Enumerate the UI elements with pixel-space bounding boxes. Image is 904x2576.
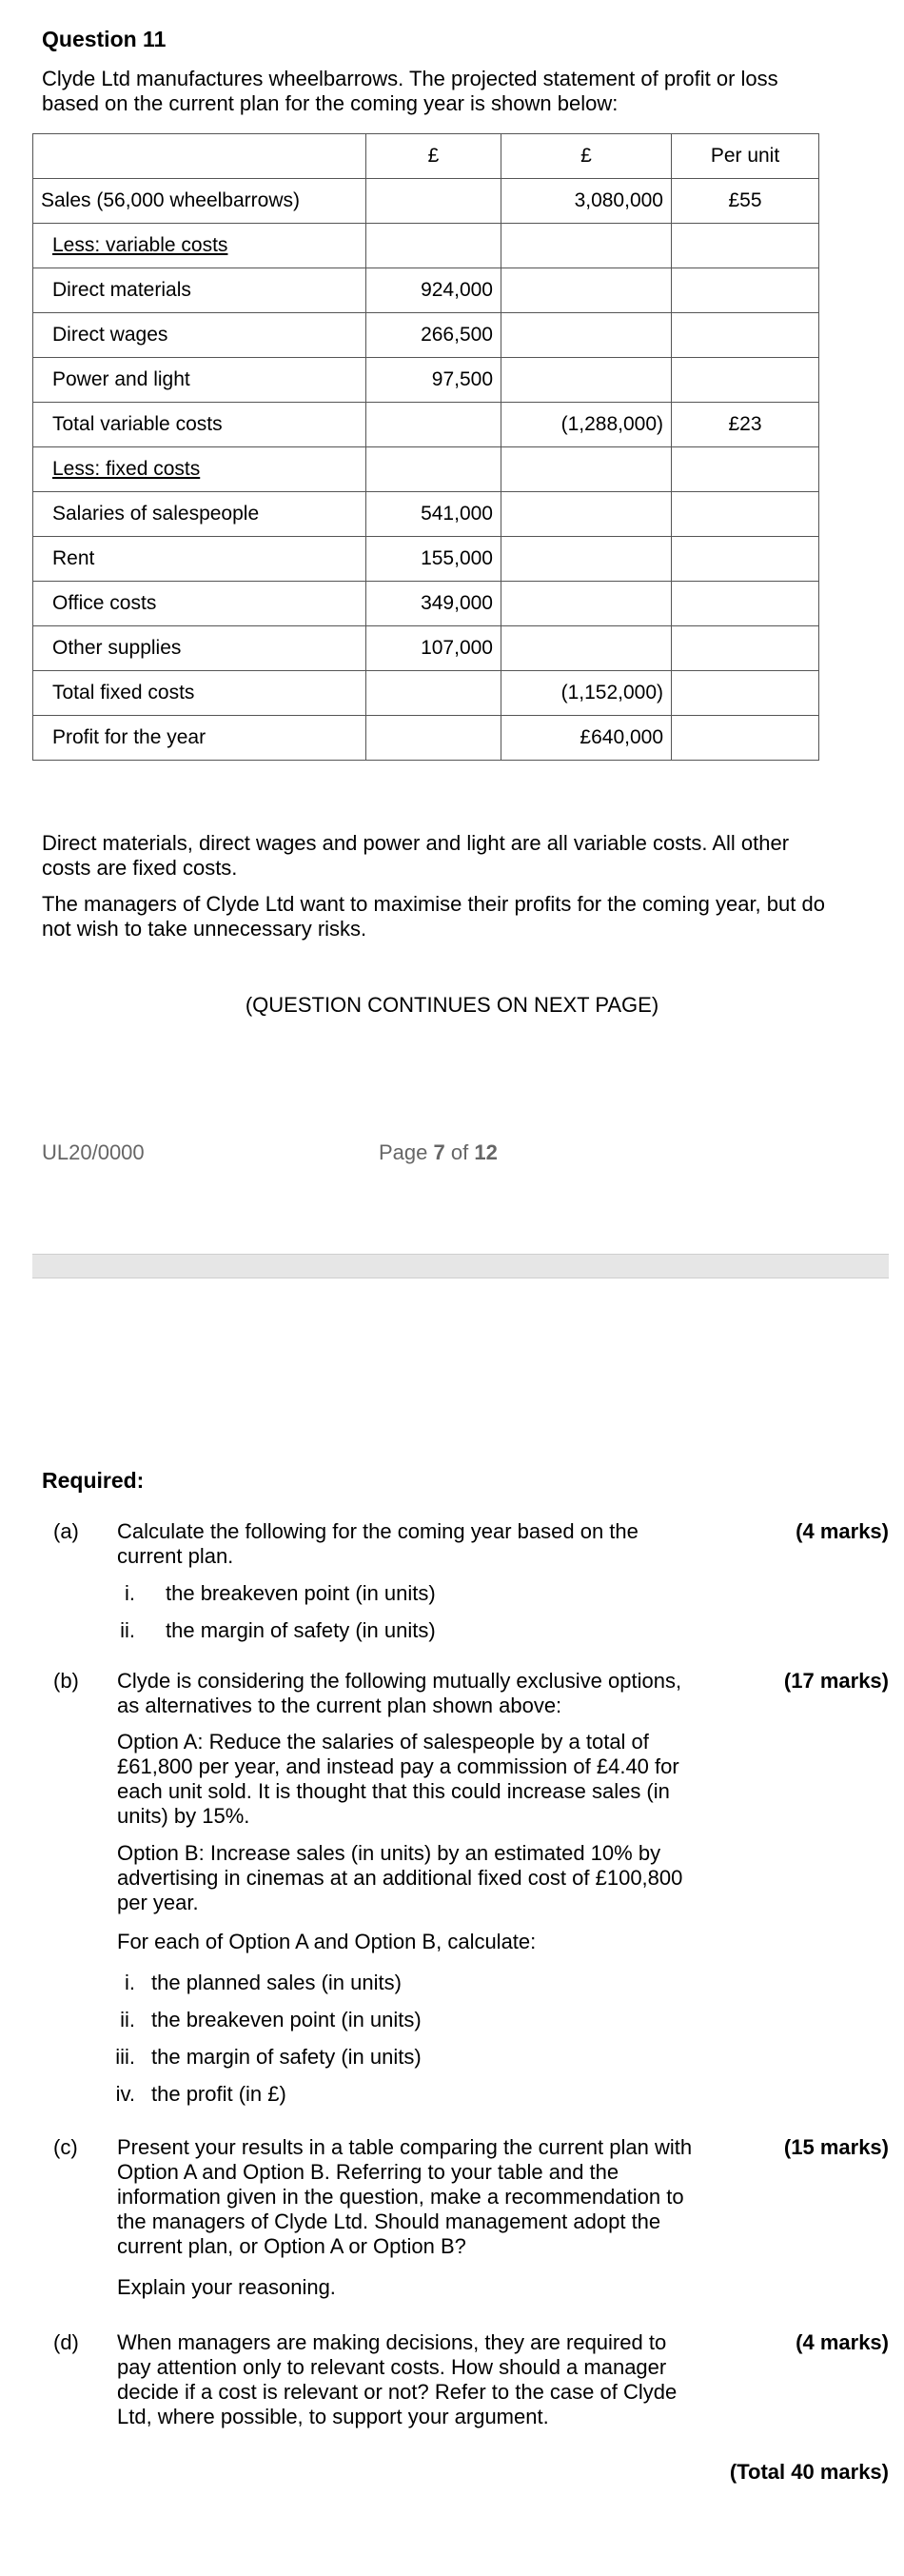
table-row (33, 492, 819, 537)
part-c-marks: (15 marks) (783, 2135, 889, 2159)
page-current: 7 (433, 1140, 445, 1164)
cell (672, 268, 819, 313)
row-label (33, 224, 366, 268)
section-heading: Less: fixed costs (52, 458, 201, 480)
header-cell (33, 134, 366, 179)
part-line: Clyde is considering the following mutually exclusive options, (117, 1669, 682, 1693)
page-total: 12 (474, 1140, 498, 1164)
row-label: Rent (33, 537, 366, 582)
cell: £55 (672, 179, 819, 224)
cell (672, 224, 819, 268)
intro-line: based on the current plan for the coming year is shown below: (42, 91, 619, 115)
list-number: iv. (115, 2082, 135, 2106)
cell: (1,288,000) (501, 403, 672, 447)
cell (672, 358, 819, 403)
part-line: Calculate the following for the coming year based on the (117, 1519, 639, 1543)
option-line: £61,800 per year, and instead pay a commission of £4.40 for (117, 1754, 679, 1778)
list-item: the breakeven point (in units) (166, 1581, 436, 1605)
cell (672, 582, 819, 626)
row-label: Power and light (33, 358, 366, 403)
total-marks: (Total 40 marks) (729, 2460, 889, 2484)
cell (501, 492, 672, 537)
list-item: the margin of safety (in units) (151, 2045, 422, 2069)
part-d-label: (d) (53, 2330, 79, 2354)
part-line: Present your results in a table comparing the current plan with (117, 2135, 693, 2159)
header-cell: £ (501, 134, 672, 179)
cell: (1,152,000) (501, 671, 672, 716)
part-d-text (117, 2330, 731, 2429)
cell: 3,080,000 (501, 179, 672, 224)
calculate-instruction: For each of Option A and Option B, calculate: (117, 1930, 537, 1953)
managers-note (42, 892, 889, 941)
cell: £23 (672, 403, 819, 447)
table-row (33, 626, 819, 671)
option-line: per year. (117, 1891, 199, 1914)
cell: £640,000 (501, 716, 672, 761)
page-number (379, 1140, 498, 1165)
note-line: The managers of Clyde Ltd want to maximise their profits for the coming year, but do (42, 892, 825, 916)
list-number: i. (125, 1581, 135, 1605)
table-row (33, 716, 819, 761)
cell (672, 716, 819, 761)
continues-notice: (QUESTION CONTINUES ON NEXT PAGE) (245, 993, 659, 1017)
cell: 266,500 (366, 313, 501, 358)
section-heading: Less: variable costs (52, 234, 228, 256)
list-number: i. (125, 1971, 135, 1994)
cell (672, 626, 819, 671)
option-line: advertising in cinemas at an additional fixed cost of £100,800 (117, 1866, 683, 1890)
cell (672, 537, 819, 582)
profit-loss-table (32, 133, 819, 761)
table-row (33, 179, 819, 224)
part-line: current plan. (117, 1544, 234, 1568)
cell (501, 224, 672, 268)
part-line: current plan, or Option A or Option B? (117, 2234, 466, 2258)
option-line: each unit sold. It is thought that this could increase sales (in (117, 1779, 670, 1803)
cell (366, 403, 501, 447)
table-row (33, 268, 819, 313)
part-c-text (117, 2135, 731, 2259)
table-row (33, 358, 819, 403)
paper-reference: UL20/0000 (42, 1140, 145, 1164)
row-label: Sales (56,000 wheelbarrows) (33, 179, 366, 224)
header-cell: £ (366, 134, 501, 179)
page-separator (32, 1254, 889, 1278)
option-line: Option B: Increase sales (in units) by an estimated 10% by (117, 1841, 661, 1865)
cost-note (42, 831, 889, 881)
cell (366, 716, 501, 761)
cell (366, 671, 501, 716)
part-b-marks: (17 marks) (783, 1669, 889, 1693)
of-word: of (450, 1140, 469, 1164)
cell: 155,000 (366, 537, 501, 582)
row-label: Salaries of salespeople (33, 492, 366, 537)
part-line: When managers are making decisions, they are required to (117, 2330, 667, 2354)
cell (672, 671, 819, 716)
cell (501, 268, 672, 313)
row-label: Total fixed costs (33, 671, 366, 716)
note-line: Direct materials, direct wages and power and light are all variable costs. All other (42, 831, 790, 855)
intro-line: Clyde Ltd manufactures wheelbarrows. The projected statement of profit or loss (42, 67, 778, 90)
part-line: as alternatives to the current plan shown above: (117, 1694, 562, 1717)
part-a-text (117, 1519, 731, 1569)
row-label: Profit for the year (33, 716, 366, 761)
cell (501, 313, 672, 358)
cell: 107,000 (366, 626, 501, 671)
table-row (33, 447, 819, 492)
table-row (33, 313, 819, 358)
part-line: Ltd, where possible, to support your argument. (117, 2405, 549, 2428)
part-a-marks: (4 marks) (796, 1519, 889, 1543)
list-item: the planned sales (in units) (151, 1971, 402, 1994)
table-header-row (33, 134, 819, 179)
table-row (33, 224, 819, 268)
cell (672, 492, 819, 537)
cell (501, 358, 672, 403)
option-a-text (117, 1730, 731, 1829)
part-a-label: (a) (53, 1519, 79, 1543)
cell: 97,500 (366, 358, 501, 403)
cell (501, 447, 672, 492)
page-word: Page (379, 1140, 428, 1164)
note-line: costs are fixed costs. (42, 856, 238, 880)
table-row (33, 403, 819, 447)
table-row (33, 671, 819, 716)
part-d-marks: (4 marks) (796, 2330, 889, 2354)
required-heading: Required: (42, 1468, 145, 1493)
part-line: information given in the question, make a recommendation to (117, 2185, 684, 2209)
part-line: the managers of Clyde Ltd. Should management adopt the (117, 2209, 661, 2233)
part-c-label: (c) (53, 2135, 78, 2159)
cell: 541,000 (366, 492, 501, 537)
note-line: not wish to take unnecessary risks. (42, 917, 367, 941)
explain-instruction: Explain your reasoning. (117, 2275, 336, 2299)
cell (501, 582, 672, 626)
option-line: Option A: Reduce the salaries of salespeople by a total of (117, 1730, 649, 1754)
cell (366, 224, 501, 268)
cell (501, 537, 672, 582)
cell (672, 313, 819, 358)
header-cell: Per unit (672, 134, 819, 179)
part-line: pay attention only to relevant costs. How should a manager (117, 2355, 667, 2379)
list-item: the profit (in £) (151, 2082, 286, 2106)
cell (366, 447, 501, 492)
table-row (33, 582, 819, 626)
row-label (33, 447, 366, 492)
row-label: Direct wages (33, 313, 366, 358)
list-number: iii. (115, 2045, 135, 2069)
row-label: Office costs (33, 582, 366, 626)
part-line: Option A and Option B. Referring to your table and the (117, 2160, 619, 2184)
part-b-label: (b) (53, 1669, 79, 1693)
cell (501, 626, 672, 671)
list-number: ii. (120, 2008, 135, 2031)
question-intro (42, 67, 860, 116)
cell (366, 179, 501, 224)
option-b-text (117, 1841, 731, 1915)
list-number: ii. (120, 1618, 135, 1642)
cell: 924,000 (366, 268, 501, 313)
part-line: decide if a cost is relevant or not? Refer to the case of Clyde (117, 2380, 678, 2404)
list-item: the breakeven point (in units) (151, 2008, 422, 2031)
part-b-text (117, 1669, 731, 1718)
table-row (33, 537, 819, 582)
cell (672, 447, 819, 492)
option-line: units) by 15%. (117, 1804, 250, 1828)
cell: 349,000 (366, 582, 501, 626)
list-item: the margin of safety (in units) (166, 1618, 436, 1642)
row-label: Direct materials (33, 268, 366, 313)
question-title: Question 11 (42, 27, 167, 51)
row-label: Total variable costs (33, 403, 366, 447)
row-label: Other supplies (33, 626, 366, 671)
